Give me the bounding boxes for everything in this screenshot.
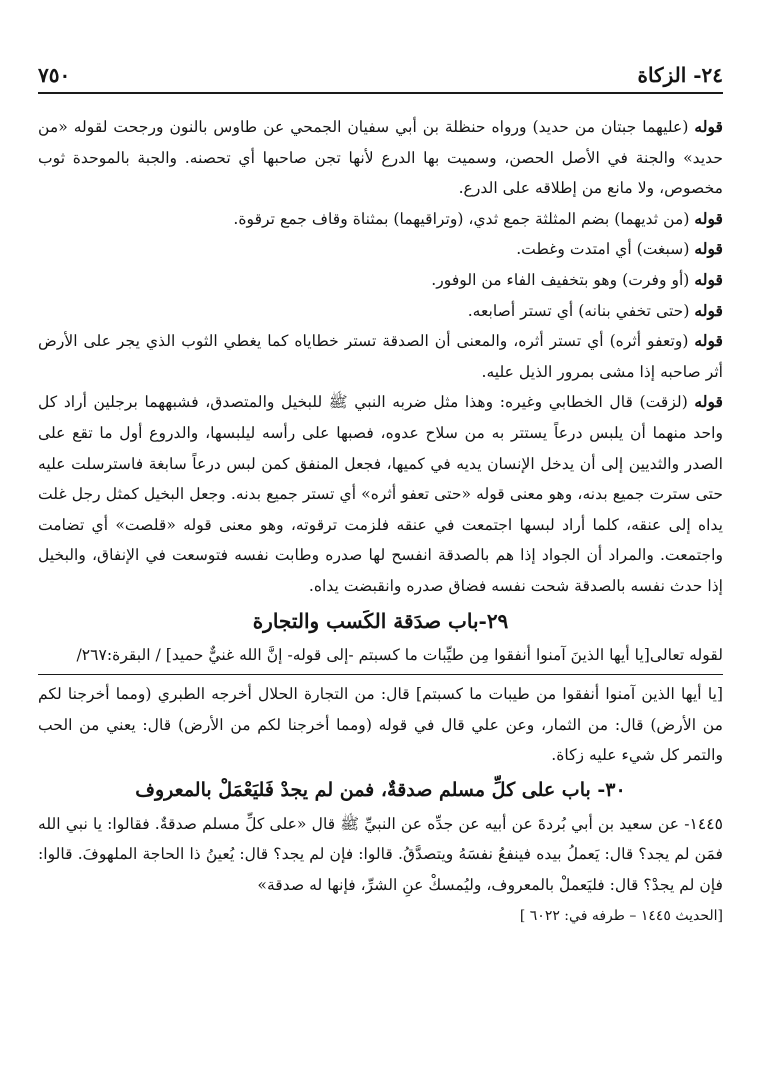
commentary-paragraph: قوله (من ثديهما) بضم المثلثة جمع ثدي، (وتراقيهما) بمثناة وقاف جمع ترقوة. xyxy=(233,208,723,228)
chapter-commentary: [يا أيها الذين آمنوا أنفقوا من طيبات ما كسبتم] قال: من التجارة الحلال أخرجه الطبري (ومما أخرجنا لكم من الأرض) قال: من الثمار، وعن علي قال في قوله (ومما أخرجنا لكم من الأرض) قال: يعني من الحب والتمر كل شيء عليه زكاة. xyxy=(38,685,723,765)
page-number: ٧٥٠ xyxy=(38,63,71,87)
keyword: قوله xyxy=(694,331,723,351)
chapter-heading: ٢٩-باب صدَقة الكَسب والتجارة xyxy=(252,608,509,633)
divider xyxy=(38,674,723,675)
chapter-heading: ٣٠- باب على كلِّ مسلم صدقةٌ، فمن لم يجدْ فَليَعْمَلْ بالمعروف xyxy=(135,778,626,801)
commentary-paragraph: قوله (لزقت) قال الخطابي وغيره: وهذا مثل ضربه النبي ﷺ للبخيل والمتصدق، فشبههما برجلين أراد كل واحد منهما أن يلبس درعاً يستتر به من سلاح عدوه، فصبها على رأسه ليلبسها، والدروع أول ما تقع على الصدر والثديين إلى أن يدخل الإنسان يديه في كميها، فجعل المنفق كمن لبس درعاً سابغة فاسترسلت عليه حتى سترت جميع بدنه، وهو معنى قوله «حتى تعفو أثره» أي تستر جميع بدنه. وجعل البخيل كمثل رجل غلت يداه إلى عنقه، كلما أراد لبسها اجتمعت في عنقه فلزمت ترقوته، وهو معنى قوله «قلصت» أي تضامت واجتمعت. والمراد أن الجواد إذا هم بالصدقة انفسح لها صدره وطابت نفسه فتوسعت في الإنفاق، والبخيل إذا حدث نفسه بالصدقة شحت نفسه فضاق صدره وانقبضت يداه. xyxy=(38,392,723,595)
keyword: قوله xyxy=(694,239,723,259)
page-header xyxy=(38,58,723,94)
keyword: قوله xyxy=(694,300,723,320)
keyword: قوله xyxy=(694,208,723,228)
book-title: ٢٤- الزكاة xyxy=(637,63,723,87)
commentary-paragraph: قوله (وتعفو أثره) أي تستر أثره، والمعنى أن الصدقة تستر خطاياه كما يغطي الثوب الذي يجر على الأرض أثر صاحبه إذا مشى بمرور الذيل عليه. xyxy=(38,331,723,381)
keyword: قوله xyxy=(694,117,723,136)
quran-verse: لقوله تعالى[يا أيها الذينَ آمنوا أنفقوا مِن طيِّبات ما كسبتم -إلى قوله- إنَّ الله غنيٌّ حميد] / البقرة:٢٦٧/ xyxy=(76,645,723,664)
page-body xyxy=(38,112,723,931)
hadith-text: ١٤٤٥- عن سعيد بن أبي بُردةَ عن أبيه عن جدِّه عن النبيِّ ﷺ قال «على كلِّ مسلم صدقةٌ. فقالوا: يا نبي الله فمَن لم يجد؟ قال: يَعملُ بيده فينفعُ نفسَهُ ويتصدَّقُ. قالوا: فإن لم يجد؟ قال: يُعينُ ذا الحاجة الملهوفَ. قالوا: فإن لم يجدْ؟ قال: فليَعملْ بالمعروف، وليُمسكْ عنِ الشرِّ، فإنها له صدقة» xyxy=(38,814,723,895)
keyword: قوله xyxy=(694,269,723,289)
commentary-paragraph: قوله (أو وفرت) وهو بتخفيف الفاء من الوفور. xyxy=(431,269,723,289)
commentary-paragraph: قوله (عليهما جبتان من حديد) ورواه حنظلة بن أبي سفيان الجمحي عن طاوس بالنون ورجحت لقوله «من حديد» والجنة في الأصل الحصن، وسميت بها الدرع لأنها تجن صاحبها أي تحصنه. والجبة بالموحدة ثوب مخصوص، ولا مانع من إطلاقه على الدرع. xyxy=(38,117,723,198)
hadith-reference: [الحديث ١٤٤٥ – طرفه في: ٦٠٢٢ ] xyxy=(519,907,723,924)
keyword: قوله xyxy=(694,392,723,412)
commentary-paragraph: قوله (سبغت) أي امتدت وغطت. xyxy=(516,239,723,259)
commentary-paragraph: قوله (حتى تخفي بنانه) أي تستر أصابعه. xyxy=(467,300,723,320)
